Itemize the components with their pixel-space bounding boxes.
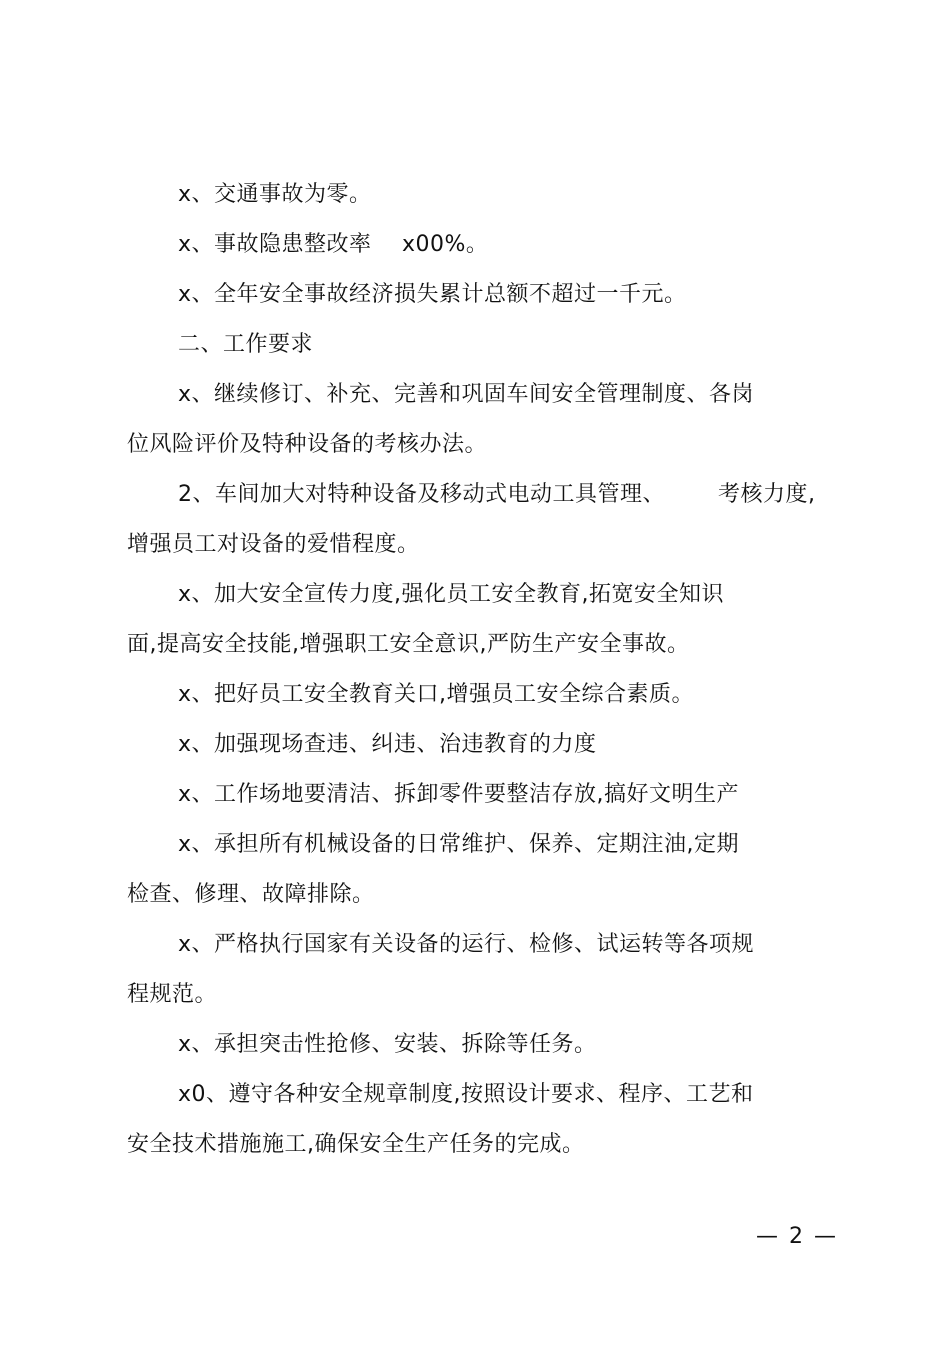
page-number: — 2 — (756, 1224, 838, 1249)
text-line: x、工作场地要清洁、拆卸零件要整洁存放,搞好文明生产 (178, 782, 740, 807)
text-line: 程规范。 (127, 982, 218, 1007)
text-line: x0、遵守各种安全规章制度,按照设计要求、程序、工艺和 (178, 1082, 754, 1107)
text-line: x、承担突击性抢修、安装、拆除等任务。 (178, 1032, 597, 1057)
text-line-tail: 考核力度, (718, 482, 816, 507)
text-line: x、承担所有机械设备的日常维护、保养、定期注油,定期 (178, 832, 740, 857)
section-heading: 二、工作要求 (178, 332, 314, 357)
text-line: 安全技术措施施工,确保安全生产任务的完成。 (127, 1132, 585, 1157)
text-line: x、全年安全事故经济损失累计总额不超过一千元。 (178, 282, 687, 307)
text-line: x、加强现场查违、纠违、治违教育的力度 (178, 732, 597, 757)
text-line: 位风险评价及特种设备的考核办法。 (127, 432, 488, 457)
text-line-value: x00%。 (402, 232, 489, 257)
text-line: x、把好员工安全教育关口,增强员工安全综合素质。 (178, 682, 695, 707)
text-line: x、严格执行国家有关设备的运行、检修、试运转等各项规 (178, 932, 755, 957)
text-line: x、交通事故为零。 (178, 182, 372, 207)
text-line: 增强员工对设备的爱惜程度。 (127, 532, 420, 557)
text-line: 检查、修理、故障排除。 (127, 882, 375, 907)
text-line: x、事故隐患整改率 (178, 232, 372, 257)
text-line: x、加大安全宣传力度,强化员工安全教育,拓宽安全知识 (178, 582, 725, 607)
text-line: 面,提高安全技能,增强职工安全意识,严防生产安全事故。 (127, 632, 690, 657)
text-line: 2、车间加大对特种设备及移动式电动工具管理、 (178, 482, 665, 507)
text-line: x、继续修订、补充、完善和巩固车间安全管理制度、各岗 (178, 382, 755, 407)
